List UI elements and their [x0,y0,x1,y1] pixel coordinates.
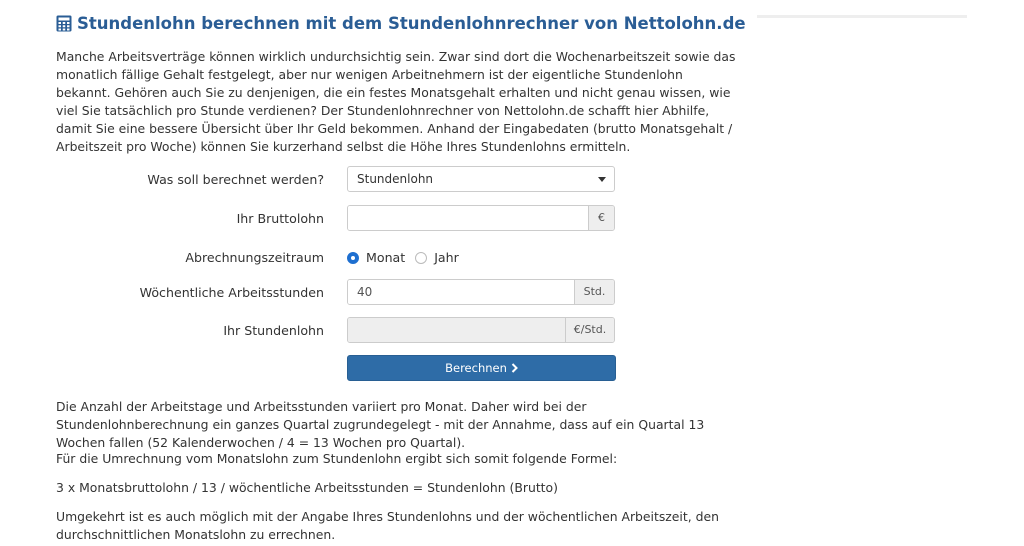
formula-intro-text: Für die Umrechnung vom Monatslohn zum Stundenlohn ergibt sich somit folgende Formel: [56,451,618,466]
formula-text: 3 x Monatsbruttolohn / 13 / wöchentliche Arbeitsstunden = Stundenlohn (Brutto) [56,480,558,495]
calc-type-select[interactable] [347,166,615,192]
radio-checked-icon [347,252,359,264]
caret-down-icon [598,177,606,182]
period-monat-label: Monat [366,250,406,265]
gross-input[interactable] [348,206,588,230]
hours-input[interactable] [348,280,574,304]
gross-input-group [347,205,615,231]
calc-type-value: Stundenlohn [357,172,434,186]
intro-text: Manche Arbeitsverträge können wirklich undurchsichtig sein. Zwar sind dort die Wochenarbeitszeit sowie das monatlich fällige Gehalt festgelegt, aber nur wenigen Arbeitnehmern ist der eigentliche Stundenlohn bekannt. Gehören auch Sie zu denjenigen, die ein festes Monatsgehalt erhalten und nicht genau wissen, wie viel Sie tatsächlich pro Stunde verdienen? Der Stundenlohnrechner von Nettolohn.de schafft hier Abhilfe, damit Sie eine bessere Übersicht über Ihr Geld bekommen. Anhand der Eingabedaten (brutto Monatsgehalt / Arbeitszeit pro Woche) können Sie kurzerhand selbst die Höhe Ihres Stundenlohns ermitteln. [56,49,736,154]
page-title-text: Stundenlohn berechnen mit dem Stundenlohnrechner von Nettolohn.de [77,14,746,33]
hours-input-group [347,279,615,305]
result-input-group [347,317,615,343]
period-row [56,244,616,271]
euro-addon: € [588,206,614,230]
hours-row [56,279,616,306]
reverse-calc-paragraph: Umgekehrt ist es auch möglich mit der Angabe Ihres Stundenlohns und der wöchentlichen Arbeitszeit, den durchschnittlichen Monatslohn zu errechnen. [56,509,719,542]
hours-label: Wöchentliche Arbeitsstunden [139,285,324,300]
result-label: Ihr Stundenlohn [223,323,324,338]
period-monat-radio[interactable] [347,250,405,265]
period-jahr-radio[interactable] [415,250,459,265]
chevron-right-icon [511,363,518,373]
period-label: Abrechnungszeitraum [185,250,324,265]
calculator-icon [56,15,72,32]
result-row [56,317,616,344]
berechnen-label: Berechnen [445,361,507,375]
gross-label: Ihr Bruttolohn [236,211,324,226]
result-addon: €/Std. [565,318,614,342]
calc-type-row [56,166,616,193]
sidebar-divider [757,15,967,18]
explanation-paragraph: Die Anzahl der Arbeitstage und Arbeitsstunden variiert pro Monat. Daher wird bei der Stundenlohnberechnung ein ganzes Quartal zugrundegelegt - mit der Annahme, dass auf ein Quartal 13 Wochen fallen (52 Kalenderwochen / 4 = 13 Wochen pro Quartal). [56,399,705,450]
period-jahr-label: Jahr [434,250,459,265]
period-radio-group [347,244,469,271]
result-input [348,318,565,342]
gross-row [56,205,616,232]
page-title [56,14,746,33]
calc-type-label: Was soll berechnet werden? [147,172,324,187]
hours-addon: Std. [574,280,614,304]
berechnen-button[interactable] [347,355,616,381]
radio-unchecked-icon [415,252,427,264]
